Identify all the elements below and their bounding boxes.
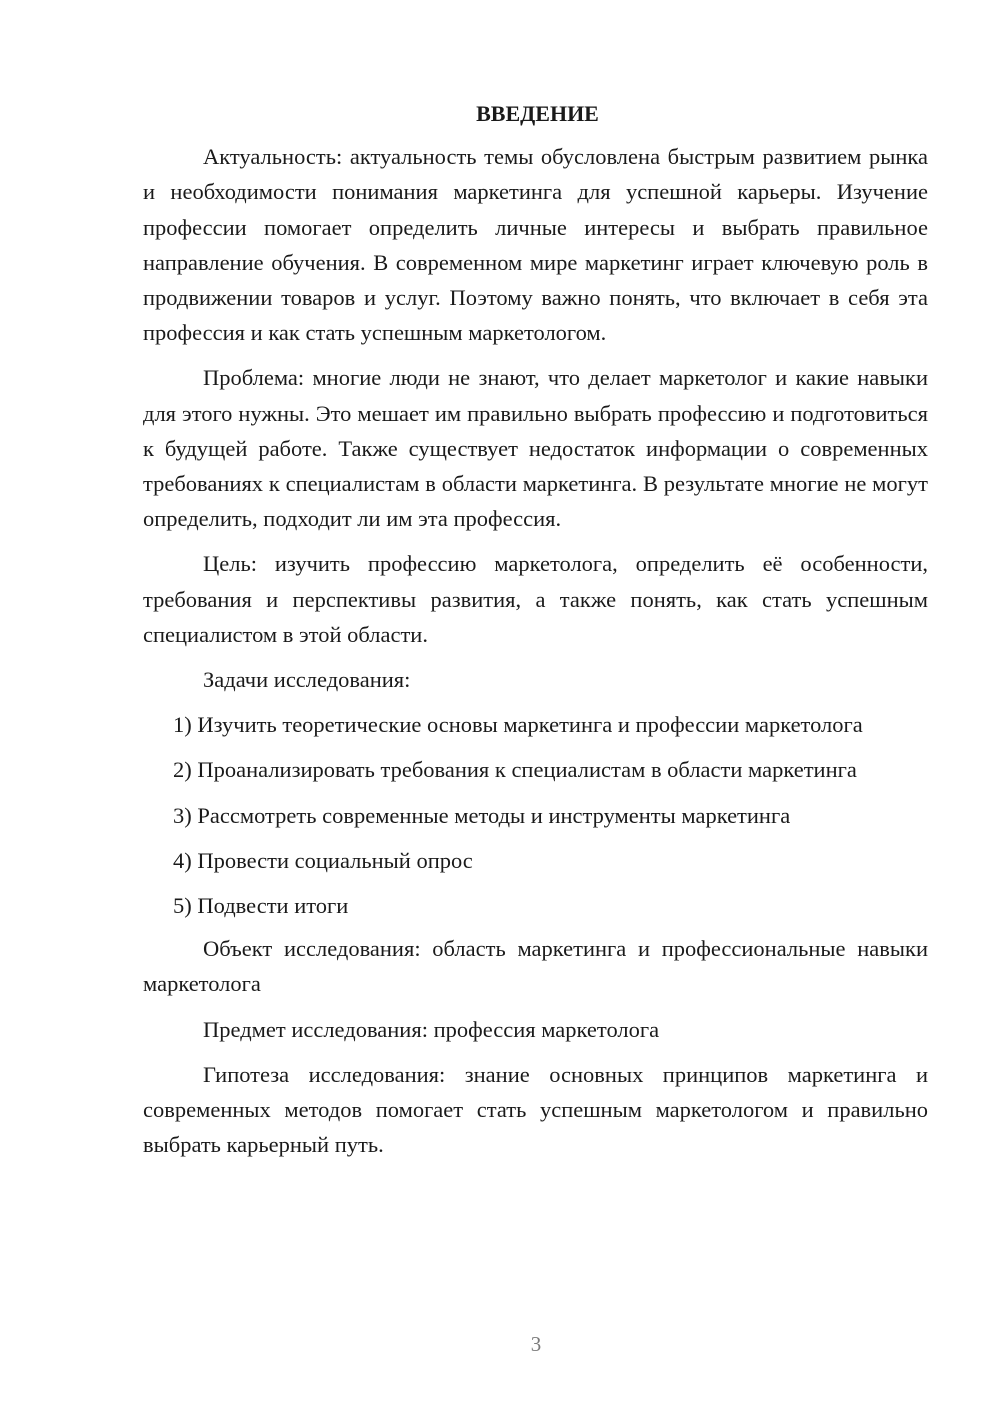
document-page — [143, 96, 928, 1172]
goal-paragraph: Цель: изучить профессию маркетолога, определить её особенности, требования и перспективы развития, а также понять, как стать успешным специалистом в этой области. — [143, 551, 928, 647]
task-list — [143, 707, 928, 923]
tasks-heading: Задачи исследования: — [203, 667, 411, 693]
object-paragraph: Объект исследования: область маркетинга и профессиональные навыки маркетолога — [143, 936, 928, 997]
page-number: 3 — [530, 1332, 542, 1356]
task-item-1: 1) Изучить теоретические основы маркетинга и профессии маркетолога — [173, 712, 863, 738]
relevance-paragraph: Актуальность: актуальность темы обусловлена быстрым развитием рынка и необходимости понимания маркетинга для успешной карьеры. Изучение профессии помогает определить личные интересы и выбрать правильное направление обучения. В современном мире маркетинг играет ключевую роль в продвижении товаров и услуг. Поэтому важно понять, что включает в себя эта профессия и как стать успешным маркетологом. — [143, 144, 928, 346]
task-item-5: 5) Подвести итоги — [173, 893, 349, 919]
task-item-4: 4) Провести социальный опрос — [173, 847, 473, 873]
hypothesis-paragraph: Гипотеза исследования: знание основных принципов маркетинга и современных методов помогает стать успешным маркетологом и правильно выбрать карьерный путь. — [143, 1061, 928, 1158]
problem-paragraph: Проблема: многие люди не знают, что делает маркетолог и какие навыки для этого нужны. Это мешает им правильно выбрать профессию и подготовиться к будущей работе. Также существует недостаток информации о современных требованиях к специалистам в области маркетинга. В результате многие не могут определить, подходит ли им эта профессия. — [143, 365, 928, 532]
task-item-2: 2) Проанализировать требования к специалистам в области маркетинга — [173, 757, 857, 783]
subject-paragraph: Предмет исследования: профессия маркетолога — [203, 1016, 660, 1042]
task-item-3: 3) Рассмотреть современные методы и инструменты маркетинга — [173, 802, 791, 828]
section-title: ВВЕДЕНИЕ — [476, 101, 599, 126]
